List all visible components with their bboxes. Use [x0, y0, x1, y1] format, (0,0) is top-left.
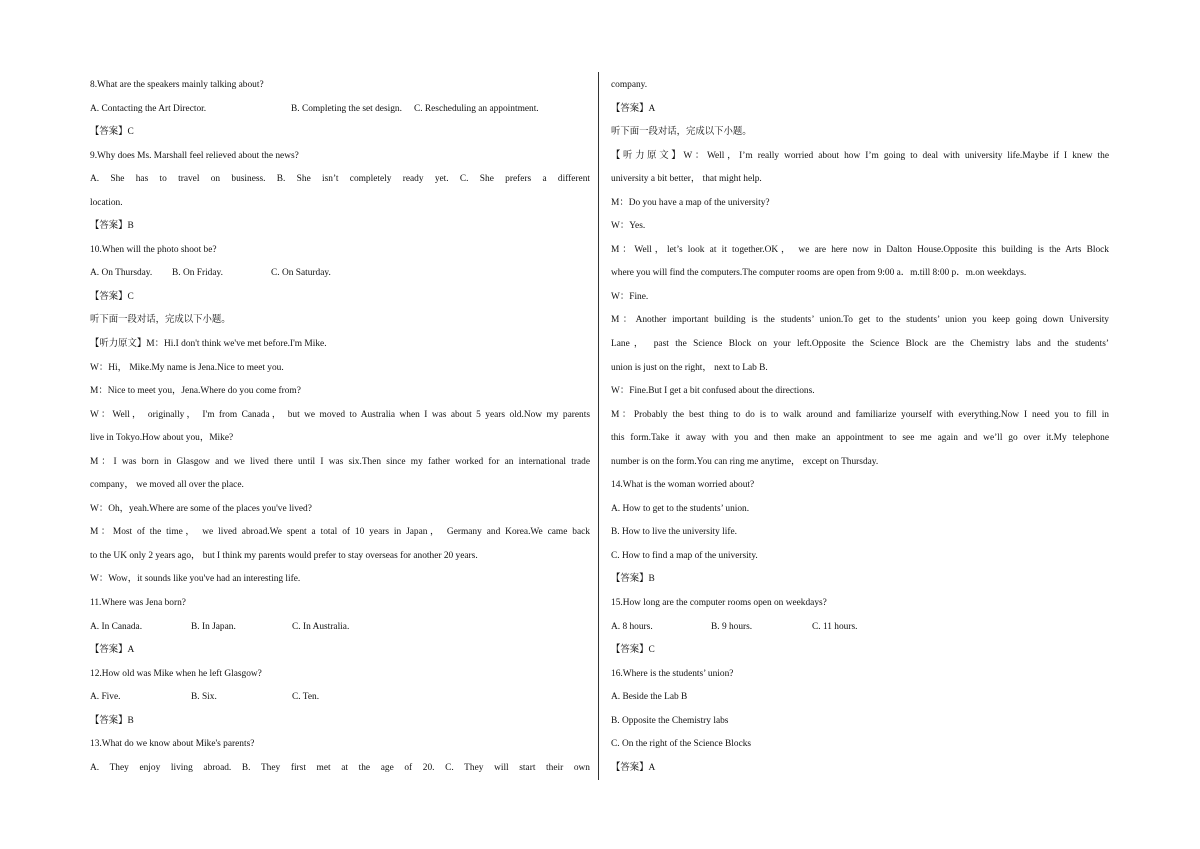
answer-option: A. In Canada.	[90, 621, 143, 632]
text-line: company， we moved all over the place.	[90, 480, 244, 491]
dialogue-line: W：Fine.	[611, 291, 649, 302]
transcript-heading: 【听力原文】M：Hi.I don't think we've met before.I'm Mike.	[90, 339, 327, 350]
dialogue-line: W：Fine.But I get a bit confused about the directions.	[611, 386, 815, 397]
text-line: location.	[90, 197, 123, 208]
dialogue-line: M：Do you have a map of the university?	[611, 197, 770, 208]
answer-option: C. On Saturday.	[271, 268, 331, 279]
answer-option: A. Contacting the Art Director.	[90, 103, 207, 114]
dialogue-line: M：Probably the best thing to do is to walk around and familiarize yourself with everything.Now I need you to fill in	[611, 409, 1109, 420]
answer-options	[90, 98, 590, 122]
question-text: 12.How old was Mike when he left Glasgow?	[90, 668, 262, 679]
dialogue-line: W：Oh，yeah.Where are some of the places you've lived?	[90, 503, 312, 514]
dialogue-line: W：Well， originally， I'm from Canada， but we moved to Australia when I was about 5 years old.Now my parents	[90, 409, 590, 420]
right-column	[611, 74, 1109, 780]
answer-options	[90, 616, 590, 640]
dialogue-line: M：Most of the time， we lived abroad.We spent a total of 10 years in Japan， Germany and Korea.We came back	[90, 527, 590, 538]
question-text: 14.What is the woman worried about?	[611, 480, 755, 491]
answer-key: 【答案】B	[90, 221, 134, 232]
answer-key: 【答案】B	[90, 715, 134, 726]
dialogue-line: M：Another important building is the students’ union.To get to the students’ union you keep going down University	[611, 315, 1109, 326]
answer-option: B. In Japan.	[191, 621, 236, 632]
answer-options	[90, 262, 590, 286]
answer-option: B. On Friday.	[172, 268, 223, 279]
answer-option: C. 11 hours.	[812, 621, 858, 632]
answer-option: C. In Australia.	[292, 621, 350, 632]
text-line: B. How to live the university life.	[611, 527, 738, 538]
text-line: C. How to find a map of the university.	[611, 550, 758, 561]
text-line: where you will find the computers.The computer rooms are open from 9:00 a．m.till 8:00 p．m.on weekdays.	[611, 268, 1027, 279]
text-line: A. How to get to the students’ union.	[611, 503, 750, 514]
question-text: 11.Where was Jena born?	[90, 598, 186, 609]
dialogue-line: M：Nice to meet you，Jena.Where do you come from?	[90, 386, 301, 397]
question-text: 9.Why does Ms. Marshall feel relieved about the news?	[90, 150, 299, 161]
text-line: to the UK only 2 years ago， but I think my parents would prefer to stay overseas for another 20 years.	[90, 550, 478, 561]
dialogue-line: W：Wow，it sounds like you've had an interesting life.	[90, 574, 301, 585]
text-line: number is on the form.You can ring me anytime， except on Thursday.	[611, 456, 879, 467]
dialogue-line: M：Well，let’s look at it together.OK， we are here now in Dalton House.Opposite this building is the Arts Block	[611, 244, 1109, 255]
text-line: A. They enjoy living abroad. B. They first met at the age of 20. C. They will start their own	[90, 762, 590, 773]
answer-key: 【答案】B	[611, 574, 655, 585]
answer-key: 【答案】C	[90, 127, 134, 138]
dialogue-line: W：Yes.	[611, 221, 646, 232]
question-text: 15.How long are the computer rooms open on weekdays?	[611, 598, 827, 609]
answer-option: A. Five.	[90, 692, 121, 703]
question-text: 16.Where is the students’ union?	[611, 668, 734, 679]
left-column	[90, 74, 590, 780]
answer-option: C. Rescheduling an appointment.	[413, 103, 539, 114]
text-line: company.	[611, 80, 648, 90]
question-text: 10.When will the photo shoot be?	[90, 244, 217, 255]
answer-key: 【答案】A	[611, 762, 656, 773]
column-divider	[598, 72, 599, 780]
question-text: 8.What are the speakers mainly talking about?	[90, 80, 264, 90]
answer-options	[90, 686, 590, 710]
answer-options	[611, 616, 1109, 640]
text-line: union is just on the right， next to Lab B.	[611, 362, 768, 373]
text-line: A. Beside the Lab B	[611, 692, 688, 703]
section-instruction: 听下面一段对话，完成以下小题。	[90, 315, 231, 326]
answer-key: 【答案】A	[611, 103, 656, 114]
answer-option: B. Completing the set design.	[291, 103, 402, 114]
dialogue-line: W：Hi， Mike.My name is Jena.Nice to meet you.	[90, 362, 284, 373]
answer-option: B. Six.	[191, 692, 217, 703]
answer-option: A. On Thursday.	[90, 268, 153, 279]
transcript-heading: 【听力原文】W：Well，I’m really worried about how I’m going to deal with university life.Maybe if I knew the	[611, 150, 1109, 161]
text-line: Lane， past the Science Block on your left.Opposite the Science Block are the Chemistry labs and the students’	[611, 339, 1109, 350]
answer-key: 【答案】A	[90, 645, 135, 656]
text-line: university a bit better， that might help.	[611, 174, 762, 185]
answer-option: B. 9 hours.	[711, 621, 753, 632]
section-instruction: 听下面一段对话，完成以下小题。	[611, 127, 752, 138]
text-line: A. She has to travel on business. B. She isn’t completely ready yet. C. She prefers a different	[90, 174, 590, 185]
text-line: live in Tokyo.How about you，Mike?	[90, 433, 234, 444]
text-line: C. On the right of the Science Blocks	[611, 739, 752, 750]
answer-key: 【答案】C	[90, 291, 134, 302]
dialogue-line: M：I was born in Glasgow and we lived there until I was six.Then since my father worked for an international trade	[90, 456, 590, 467]
text-line: B. Opposite the Chemistry labs	[611, 715, 729, 726]
answer-option: A. 8 hours.	[611, 621, 653, 632]
text-line: this form.Take it away with you and then make an appointment to see me again and we’ll go over it.My telephone	[611, 433, 1109, 444]
question-text: 13.What do we know about Mike's parents?	[90, 739, 255, 750]
answer-option: C. Ten.	[292, 692, 320, 703]
answer-key: 【答案】C	[611, 645, 655, 656]
